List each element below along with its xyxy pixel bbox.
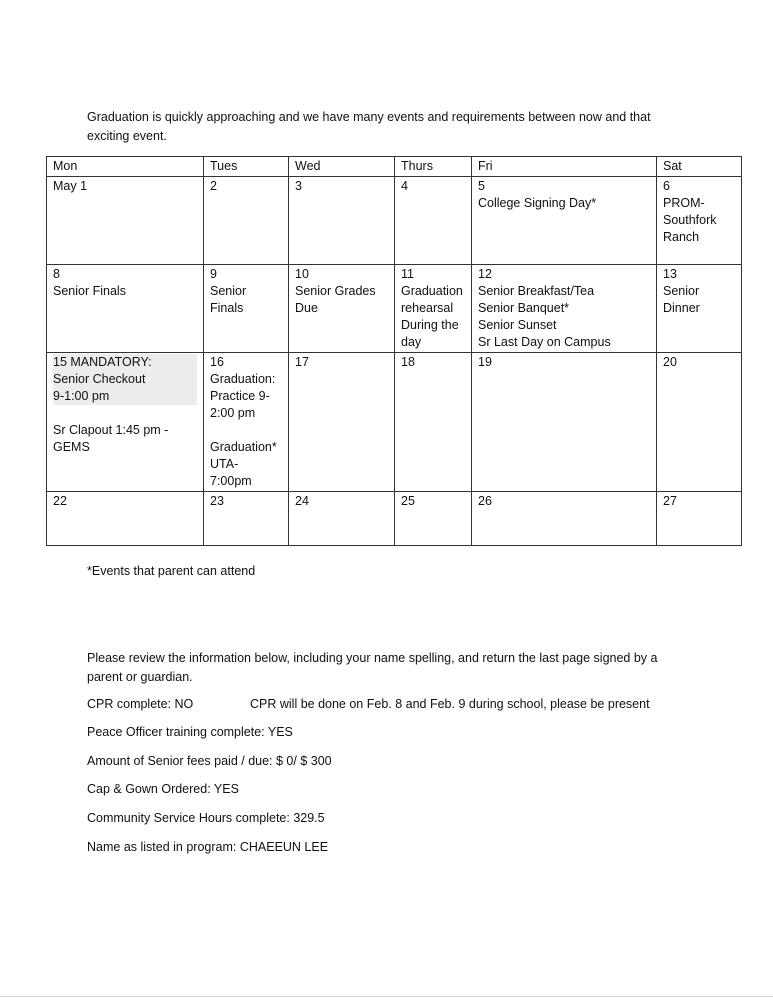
day-number: May 1	[53, 179, 88, 193]
day-number: 11	[401, 267, 414, 281]
calendar-day-cell	[657, 265, 742, 353]
day-number: 20	[663, 355, 677, 369]
calendar-day-cell	[395, 353, 472, 492]
cell-spacer	[210, 422, 282, 439]
day-number: 10	[295, 267, 309, 281]
peace-officer-status: Peace Officer training complete: YES	[87, 725, 293, 739]
cap-gown-status: Cap & Gown Ordered: YES	[87, 782, 239, 796]
event-text: Senior Checkout	[53, 371, 197, 388]
calendar-day-cell	[289, 492, 395, 546]
day-header-mon: Mon	[47, 157, 204, 177]
calendar-day-cell	[472, 265, 657, 353]
day-header-fri: Fri	[472, 157, 657, 177]
event-text: GEMS	[53, 440, 90, 454]
day-header-wed: Wed	[289, 157, 395, 177]
day-number: 19	[478, 355, 492, 369]
cpr-schedule-note: CPR will be done on Feb. 8 and Feb. 9 during school, please be present	[250, 697, 650, 711]
event-text: Practice 9-	[210, 389, 270, 403]
intro-paragraph: Graduation is quickly approaching and we have many events and requirements between now and that exciting event.	[87, 110, 651, 143]
day-header-thurs: Thurs	[395, 157, 472, 177]
day-number: 16	[210, 355, 224, 369]
day-header-sat: Sat	[657, 157, 742, 177]
event-text: Senior	[663, 284, 700, 298]
day-number: 8	[53, 267, 60, 281]
event-text: Senior Grades	[295, 284, 376, 298]
parent-attend-note: *Events that parent can attend	[87, 564, 256, 578]
review-instructions: Please review the information below, including your name spelling, and return the last page signed by a parent or guardian.	[87, 651, 658, 684]
graduation-calendar	[46, 156, 742, 546]
event-text: Senior Breakfast/Tea	[478, 284, 595, 298]
day-number: 25	[401, 494, 415, 508]
calendar-day-cell	[472, 353, 657, 492]
page-edge-line	[0, 996, 773, 997]
calendar-day-cell	[47, 353, 204, 492]
calendar-week-row	[47, 265, 742, 353]
day-header-tues: Tues	[204, 157, 289, 177]
service-hours-status: Community Service Hours complete: 329.5	[87, 811, 325, 825]
calendar-day-cell	[395, 265, 472, 353]
day-number: 2	[210, 179, 217, 193]
event-text: Dinner	[663, 301, 700, 315]
event-text: UTA-	[210, 457, 239, 471]
calendar-day-cell	[657, 353, 742, 492]
event-text: Graduation:	[210, 372, 276, 386]
day-number: 24	[295, 494, 309, 508]
calendar-day-cell	[472, 177, 657, 265]
event-text: day	[401, 335, 422, 349]
calendar-week-row	[47, 492, 742, 546]
day-number: 9	[210, 267, 217, 281]
event-text: During the	[401, 318, 459, 332]
event-text: Senior Banquet*	[478, 301, 570, 315]
event-text: 2:00 pm	[210, 406, 256, 420]
day-number: 22	[53, 494, 67, 508]
event-text: Ranch	[663, 230, 700, 244]
day-number: 17	[295, 355, 309, 369]
event-text: Due	[295, 301, 318, 315]
day-number: 26	[478, 494, 492, 508]
event-text: rehearsal	[401, 301, 454, 315]
day-number: 4	[401, 179, 408, 193]
event-text: Graduation*	[210, 440, 277, 454]
day-number: 15 MANDATORY:	[53, 354, 197, 371]
cell-spacer	[53, 405, 197, 422]
day-number: 5	[478, 179, 485, 193]
calendar-day-cell	[204, 177, 289, 265]
event-text: Senior Sunset	[478, 318, 557, 332]
day-number: 23	[210, 494, 224, 508]
day-number: 6	[663, 179, 670, 193]
calendar-day-cell	[395, 492, 472, 546]
program-name: Name as listed in program: CHAEEUN LEE	[87, 840, 329, 854]
calendar-day-cell	[289, 265, 395, 353]
calendar-day-cell	[204, 265, 289, 353]
day-number: 27	[663, 494, 677, 508]
event-text: Southfork	[663, 213, 717, 227]
event-text: Sr Clapout 1:45 pm -	[53, 423, 169, 437]
day-number: 18	[401, 355, 415, 369]
calendar-week-row	[47, 177, 742, 265]
event-text: College Signing Day*	[478, 196, 597, 210]
calendar-day-cell	[47, 265, 204, 353]
event-text: 7:00pm	[210, 474, 252, 488]
cpr-status: CPR complete: NO	[87, 697, 194, 711]
calendar-day-cell	[47, 492, 204, 546]
event-text: Senior Finals	[53, 284, 126, 298]
day-number: 3	[295, 179, 302, 193]
calendar-day-cell	[204, 492, 289, 546]
calendar-day-cell	[395, 177, 472, 265]
calendar-day-cell	[47, 177, 204, 265]
calendar-day-cell	[204, 353, 289, 492]
event-text: Senior	[210, 284, 247, 298]
day-number: 12	[478, 267, 492, 281]
calendar-day-cell	[289, 177, 395, 265]
calendar-week-row	[47, 353, 742, 492]
calendar-day-cell	[472, 492, 657, 546]
calendar-day-cell	[657, 492, 742, 546]
event-text: PROM-	[663, 196, 705, 210]
calendar-header-row	[47, 157, 742, 177]
event-text: Graduation	[401, 284, 463, 298]
calendar-day-cell	[289, 353, 395, 492]
event-text: Finals	[210, 301, 244, 315]
event-text: 9-1:00 pm	[53, 388, 197, 405]
day-number: 13	[663, 267, 677, 281]
calendar-day-cell	[657, 177, 742, 265]
event-text: Sr Last Day on Campus	[478, 335, 611, 349]
senior-fees-status: Amount of Senior fees paid / due: $ 0/ $ 300	[87, 754, 332, 768]
